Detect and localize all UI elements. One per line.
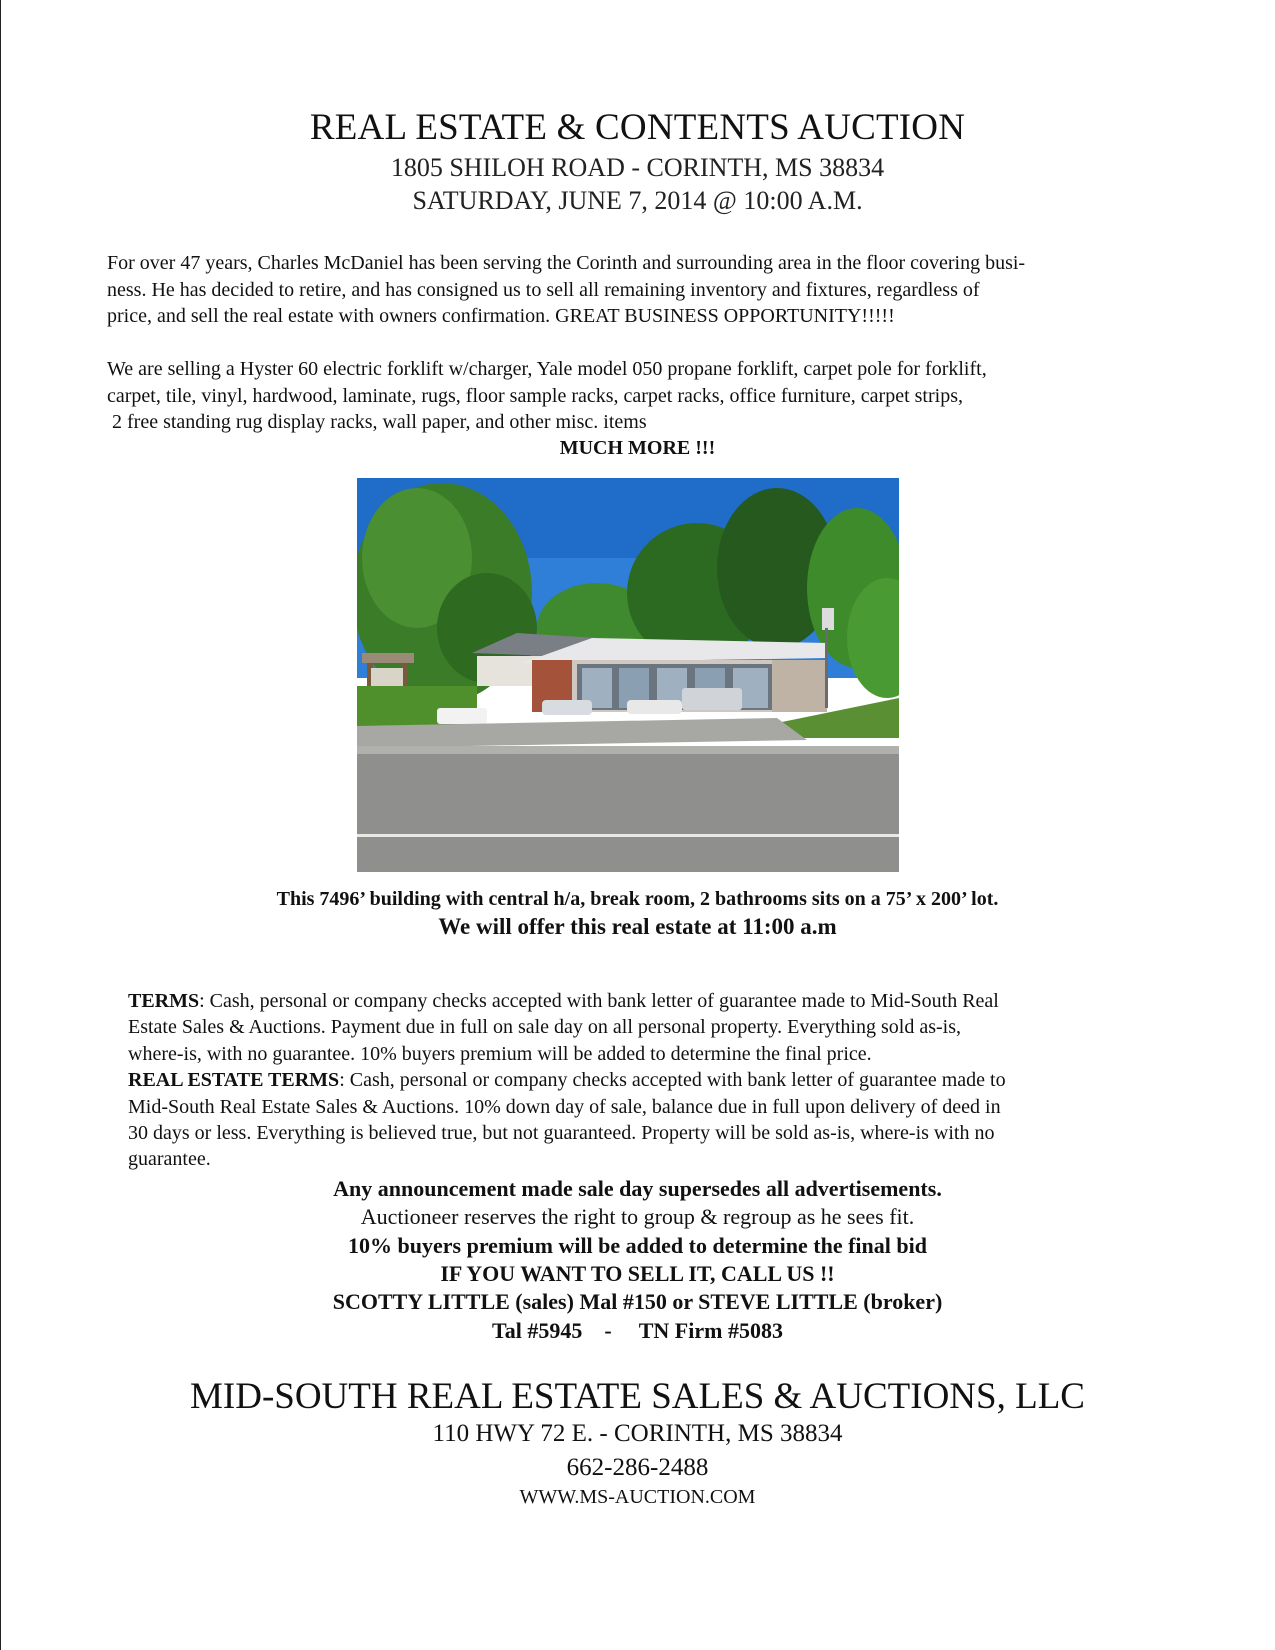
real-estate-terms-text: : Cash, personal or company checks accepted with bank letter of guarantee made to [339,1069,1006,1092]
contacts-line: SCOTTY LITTLE (sales) Mal #150 or STEVE LITTLE (broker) [332,1289,943,1314]
items-line: 2 free standing rug display racks, wall paper, and other misc. items [107,411,647,433]
company-website: WWW.MS-AUCTION.COM [519,1486,756,1508]
real-estate-offer-time: We will offer this real estate at 11:00 a.m [438,914,837,939]
real-estate-terms-line: Mid-South Real Estate Sales & Auctions. 10% down day of sale, balance due in full upon delivery of deed in [128,1095,1001,1118]
licenses-line: Tal #5945 - TN Firm #5083 [492,1318,783,1343]
company-name: MID-SOUTH REAL ESTATE SALES & AUCTIONS, LLC [190,1376,1085,1417]
terms-line [128,988,1168,1014]
terms-line: where-is, with no guarantee. 10% buyers premium will be added to determine the final price. [128,1042,872,1065]
items-line: carpet, tile, vinyl, hardwood, laminate, rugs, floor sample racks, carpet racks, office furniture, carpet strips, [107,384,963,407]
real-estate-terms-line [128,1067,1168,1093]
items-line: We are selling a Hyster 60 electric forklift w/charger, Yale model 050 propane forklift, carpet pole for forklift, [107,358,987,380]
auction-title: REAL ESTATE & CONTENTS AUCTION [309,107,966,148]
property-address: 1805 SHILOH ROAD - CORINTH, MS 38834 [390,153,885,182]
property-caption: This 7496’ building with central h/a, break room, 2 bathrooms sits on a 75’ x 200’ lot. [276,888,999,910]
terms-line: Estate Sales & Auctions. Payment due in full on sale day on all personal property. Everything sold as-is, [128,1016,961,1039]
much-more-text: MUCH MORE !!! [559,437,716,459]
real-estate-terms-line: guarantee. [128,1148,211,1171]
premium-notice: 10% buyers premium will be added to determine the final bid [348,1233,927,1258]
real-estate-terms-label: REAL ESTATE TERMS [128,1069,340,1092]
intro-paragraph [107,250,1167,330]
intro-line: For over 47 years, Charles McDaniel has been serving the Corinth and surrounding area in the floor covering busi- [107,252,1026,274]
announcement-notice: Any announcement made sale day supersedes all advertisements. [333,1176,942,1201]
reserve-notice: Auctioneer reserves the right to group & regroup as he sees fit. [360,1204,915,1229]
terms-section [128,988,1168,1173]
real-estate-terms-line: 30 days or less. Everything is believed true, but not guaranteed. Property will be sold as-is, where-is with no [128,1122,995,1145]
terms-text: : Cash, personal or company checks accepted with bank letter of guarantee made to Mid-South Real [199,990,999,1012]
sell-call-to-action: IF YOU WANT TO SELL IT, CALL US !! [440,1261,835,1286]
intro-line: price, and sell the real estate with owners confirmation. GREAT BUSINESS OPPORTUNITY!!!!! [107,305,895,327]
property-photo [357,478,899,872]
company-address: 110 HWY 72 E. - CORINTH, MS 38834 [432,1420,843,1447]
company-phone: 662-286-2488 [566,1454,709,1481]
intro-line: ness. He has decided to retire, and has consigned us to sell all remaining inventory and fixtures, regardless of [107,278,980,301]
terms-label: TERMS [128,990,200,1012]
auction-date: SATURDAY, JUNE 7, 2014 @ 10:00 A.M. [412,186,863,215]
items-paragraph [107,356,1167,436]
